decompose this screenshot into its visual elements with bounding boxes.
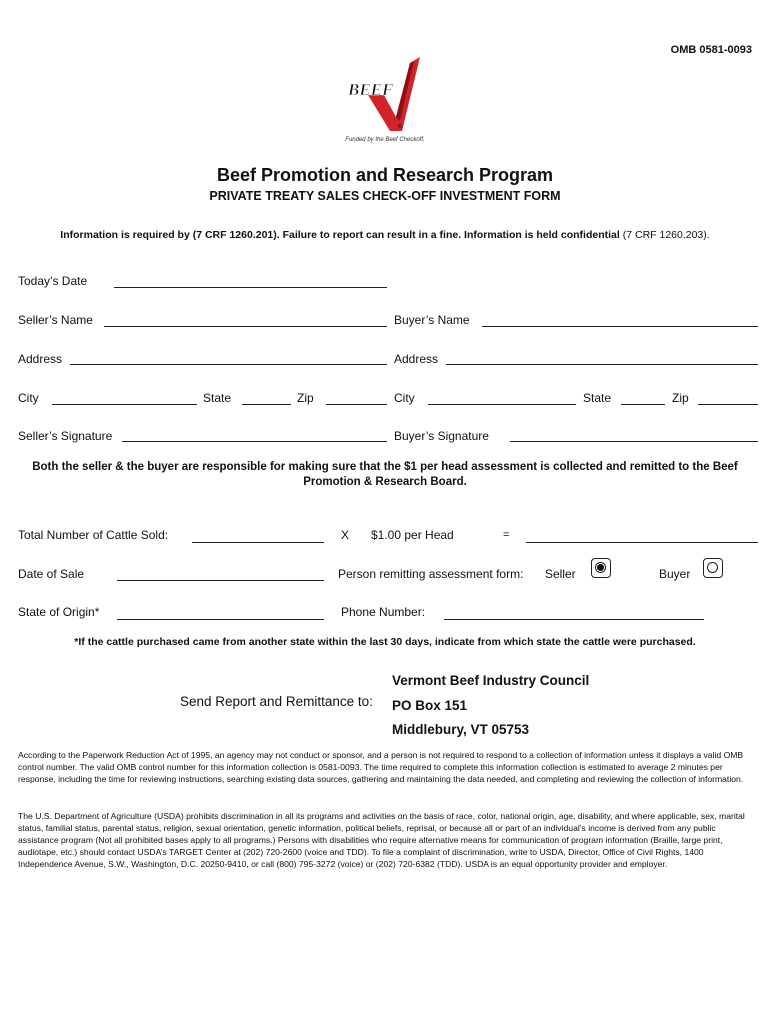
info-notice [0, 229, 770, 241]
seller-city-field[interactable] [52, 404, 197, 405]
buyer-name-field[interactable] [482, 326, 758, 327]
seller-signature-label: Seller’s Signature [18, 429, 113, 443]
total-cattle-field[interactable] [192, 542, 324, 543]
todays-date-field[interactable] [114, 287, 387, 288]
buyer-signature-label: Buyer’s Signature [394, 429, 489, 443]
times-sign: X [341, 528, 350, 542]
date-of-sale-field[interactable] [117, 580, 324, 581]
beef-checkoff-logo [340, 55, 440, 150]
buyer-name-label: Buyer’s Name [394, 313, 470, 327]
phone-field[interactable] [444, 619, 704, 620]
origin-footnote: *If the cattle purchased came from another state within the last 30 days, indicate from which state the cattle were purchased. [74, 636, 696, 648]
total-amount-field[interactable] [526, 542, 758, 543]
total-cattle-label: Total Number of Cattle Sold: [18, 528, 169, 542]
buyer-state-label: State [583, 391, 612, 405]
buyer-address-field[interactable] [446, 364, 758, 365]
rate-label: $1.00 per Head [371, 528, 454, 542]
buyer-option-label: Buyer [659, 567, 691, 581]
omb-number: OMB 0581-0093 [670, 44, 752, 56]
equals-sign: = [503, 529, 510, 541]
council-po-box: PO Box 151 [392, 698, 468, 713]
seller-state-label: State [203, 391, 232, 405]
buyer-city-label: City [394, 391, 415, 405]
buyer-radio-button[interactable] [703, 558, 723, 578]
svg-text:®: ® [398, 125, 403, 131]
buyer-signature-field[interactable] [510, 441, 758, 442]
buyer-state-field[interactable] [621, 404, 665, 405]
seller-state-field[interactable] [242, 404, 291, 405]
svg-text:BEEF: BEEF [348, 80, 394, 99]
buyer-zip-label: Zip [672, 391, 689, 405]
council-name: Vermont Beef Industry Council [392, 673, 590, 688]
buyer-city-field[interactable] [428, 404, 576, 405]
seller-zip-label: Zip [297, 391, 314, 405]
seller-address-field[interactable] [70, 364, 387, 365]
form-title: Beef Promotion and Research Program [216, 165, 554, 185]
info-bold: Information is required by (7 CRF 1260.201). Failure to report can result in a fine. Information is held confidential [60, 229, 620, 241]
state-of-origin-field[interactable] [117, 619, 324, 620]
date-of-sale-label: Date of Sale [18, 567, 85, 581]
seller-city-label: City [18, 391, 39, 405]
seller-name-field[interactable] [104, 326, 387, 327]
responsibility-notice: Both the seller & the buyer are responsible for making sure that the $1 per head assessment is collected and remitted to the Beef Promotion & Research Board. [32, 461, 738, 488]
council-city: Middlebury, VT 05753 [392, 722, 530, 737]
phone-label: Phone Number: [341, 605, 426, 619]
radio-selected-dot-icon [597, 564, 604, 571]
buyer-address-label: Address [394, 352, 439, 366]
radio-ring-icon [707, 562, 718, 573]
usda-nondiscrimination-statement: The U.S. Department of Agriculture (USDA) prohibits discrimination in all its programs and activities on the basis of race, color, national origin, age, disability, and where applicable, sex, marital status, familial status, parental status, religion, sexual orientation, genetic information, political beliefs, reprisal, or because all or part of an individual’s income is derived from any public assistance program (Not all prohibited bases apply to all programs.) Persons with disabilities who require alternative means for communication of program information (Braille, large print, audiotape, etc.) should contact USDA’s TARGET Center at (202) 720-2600 (voice and TDD). To file a complaint of discrimination, write to USDA, Director, Office of Civil Rights, 1400 Independence Avenue, S.W., Washington, D.C. 20250-9410, or call (800) 795-3272 (voice) or (202) 720-6382 (TDD). USDA is an equal opportunity provider and employer. [18, 811, 745, 869]
seller-zip-field[interactable] [326, 404, 387, 405]
todays-date-label: Today’s Date [18, 274, 88, 288]
state-of-origin-label: State of Origin* [18, 605, 100, 619]
seller-option-label: Seller [545, 567, 576, 581]
remitter-label: Person remitting assessment form: [338, 567, 524, 581]
paperwork-reduction-statement: According to the Paperwork Reduction Act of 1995, an agency may not conduct or sponsor, and a person is not required to respond to a collection of information unless it displays a valid OMB control number. The valid OMB control number for this information collection is 0581-0093. The time required to complete this information collection is estimated to average 2 minutes per response, including the time for reviewing instructions, searching existing data sources, gathering and maintaining the data needed, and completing and reviewing the collection of information. [18, 750, 744, 784]
seller-signature-field[interactable] [122, 441, 387, 442]
send-report-label: Send Report and Remittance to: [180, 694, 373, 709]
buyer-zip-field[interactable] [698, 404, 758, 405]
seller-name-label: Seller’s Name [18, 313, 93, 327]
form-subtitle: PRIVATE TREATY SALES CHECK-OFF INVESTMENT FORM [209, 189, 561, 203]
seller-radio-button[interactable] [591, 558, 611, 578]
logo-tagline: Funded by the Beef Checkoff. [345, 137, 425, 143]
seller-address-label: Address [18, 352, 63, 366]
info-plain: (7 CRF 1260.203). [619, 229, 710, 241]
